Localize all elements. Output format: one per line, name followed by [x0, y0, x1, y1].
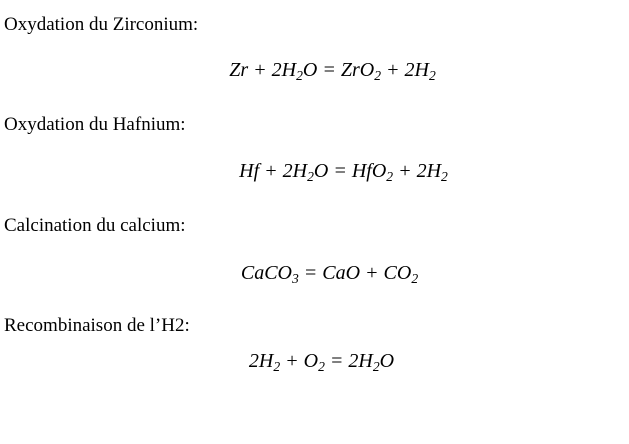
equation-text: $Hf + 2H_2O = HfO_2 + 2H_2$: [239, 160, 448, 185]
reaction-caption: Recombinaison de l’H2:: [4, 314, 190, 336]
equation-text: $Zr + 2H_2O = ZrO_2 + 2H_2$: [229, 58, 436, 83]
equation-text: CaCO$_3$ = CaO + $CO_2$: [240, 261, 419, 286]
reaction-caption: Oxydation du Hafnium:: [4, 113, 186, 135]
reaction-block-hafnium: [0, 114, 629, 186]
reaction-equation: [0, 59, 629, 84]
reaction-equation: [0, 262, 629, 287]
reaction-equation: [0, 160, 629, 185]
reaction-block-calcium: [0, 215, 629, 287]
reaction-block-hydrogen: [0, 315, 629, 375]
reaction-caption: Oxydation du Zirconium:: [4, 14, 199, 35]
equation-text: $2H_2 + O_2 = 2H_2O$: [248, 349, 395, 374]
reaction-equation: [0, 350, 629, 375]
reaction-caption: Calcination du calcium:: [4, 215, 186, 237]
document-page: [0, 14, 629, 444]
reaction-block-zirconium: [0, 14, 629, 84]
